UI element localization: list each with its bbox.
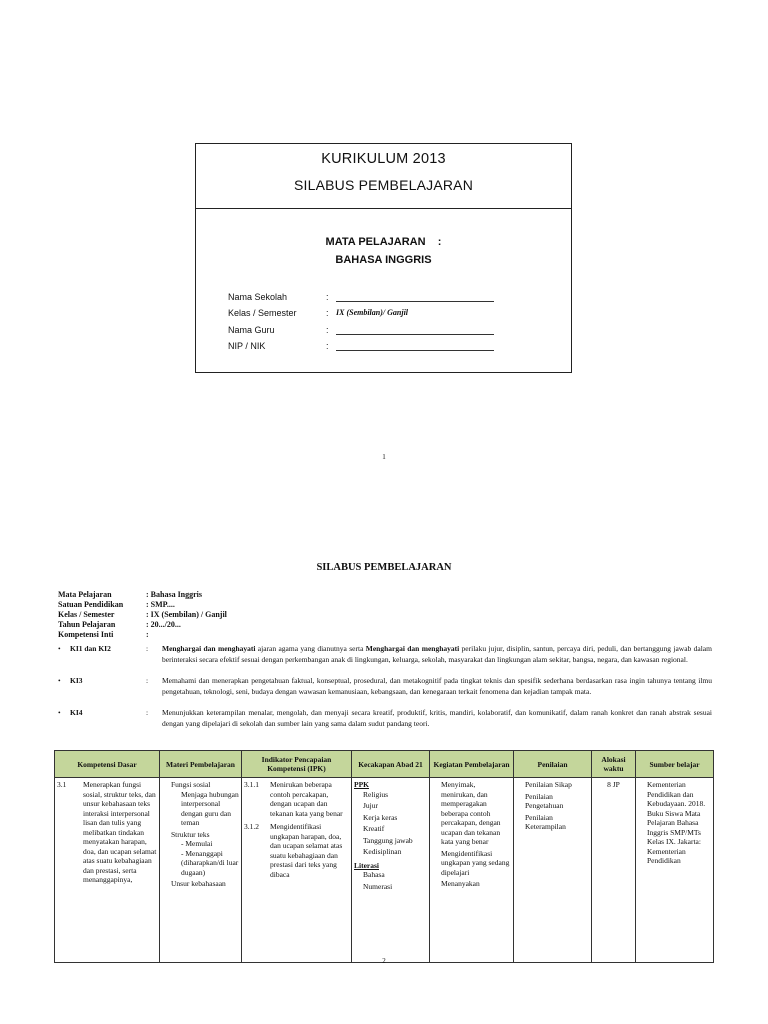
meta-value: : 20.../20... — [146, 620, 181, 629]
cover-subtitle: SILABUS PEMBELAJARAN — [293, 177, 474, 193]
ki-text: Memahami dan menerapkan pengetahuan faktual, konseptual, prosedural, dan metakognitif pada tingkat teknis dan spesifik sederhana berdasarkan rasa ingin tahunya tentang ilmu pengetahuan, teknologi, seni, budaya dengan wawasan kemanusiaan, kebangsaan, dan kenegaraan terkait fenomena dan kejadian tampak mata. — [162, 676, 712, 696]
meta-key: Tahun Pelajaran — [58, 620, 116, 629]
bullet: • — [58, 676, 61, 685]
ppk-item: • Kedisiplinan — [363, 847, 427, 857]
ipk-text: Mengidentifikasi ungkapan harapan, doa, dan ucapan selamat atas suatu kebahagiaan dan prestasi dari teks yang dibaca — [270, 822, 343, 879]
ppk-item: • Tanggung jawab — [363, 836, 427, 846]
materi-item — [171, 830, 239, 878]
ki-text: Menunjukkan keterampilan menalar, mengolah, dan menyaji secara kreatif, produktif, kritis, mandiri, kolaboratif, dan komunikatif, dalam ranah konkret dan ranah abstrak sesuai dengan yang dipelajari di sekolah dan sumber lain yang sama dalam sudut pandang teori. — [162, 708, 712, 728]
blank-line — [336, 301, 494, 302]
ki-row — [58, 676, 711, 706]
field-label: Nama Sekolah — [228, 292, 288, 302]
ki-key: KI1 dan KI2 — [70, 644, 111, 653]
ki-text-bold: Menghargai dan menghayati — [365, 644, 460, 653]
kegiatan-item: • Mengidentifikasi ungkapan yang sedang dipelajari — [441, 849, 511, 878]
ppk-item: • Jujur — [363, 801, 427, 811]
ki-key: KI3 — [70, 676, 83, 685]
header-kegiatan: Kegiatan Pembelajaran — [430, 751, 514, 778]
kegiatan-item: • Menanyakan — [441, 879, 511, 889]
sumber-item: • Kementerian Pendidikan dan Kebudayaan. 2018. Buku Siswa Mata Pelajaran Bahasa Inggris SMP/MTs Kelas IX. Jakarta: Kementerian Pendidikan — [647, 780, 711, 866]
meta-key: Mata Pelajaran — [58, 590, 112, 599]
kd-number: 3.1 — [57, 780, 67, 789]
materi-item — [171, 879, 239, 889]
field-label: Kelas / Semester — [228, 308, 297, 318]
cell-kompetensi-dasar — [55, 778, 160, 963]
meta-key: Kompetensi Inti — [58, 630, 114, 639]
ppk-title: PPK — [354, 780, 369, 789]
penilaian-item: • Penilaian Keterampilan — [525, 813, 589, 832]
literasi-title: Literasi — [354, 860, 379, 870]
cell-ipk — [242, 778, 352, 963]
materi-label: Struktur teks — [171, 829, 210, 839]
ipk-number: 3.1.2 — [244, 822, 259, 831]
table-header-row — [55, 751, 714, 778]
field-colon: : — [326, 325, 329, 335]
field-value: IX (Sembilan)/ Ganjil — [336, 308, 409, 317]
field-label: Nama Guru — [228, 325, 275, 335]
syllabus-table — [54, 750, 714, 963]
bullet: • — [58, 644, 61, 653]
bullet: • — [58, 708, 61, 717]
field-colon: : — [326, 341, 329, 351]
meta-key: Kelas / Semester — [58, 610, 115, 619]
mata-pelajaran-value: BAHASA INGGRIS — [335, 254, 432, 266]
cell-penilaian — [514, 778, 592, 963]
field-colon: : — [326, 308, 329, 318]
cell-kecakapan — [352, 778, 430, 963]
cover-box — [195, 143, 572, 373]
field-colon: : — [326, 292, 329, 302]
meta-value: : SMP.... — [146, 600, 175, 609]
blank-line — [336, 350, 494, 351]
ppk-item: • Religius — [363, 790, 427, 800]
header-alokasi: Alokasi waktu — [592, 751, 636, 778]
ki-row — [58, 708, 711, 730]
table-row — [55, 778, 714, 963]
ipk-number: 3.1.1 — [244, 780, 259, 789]
penilaian-item: • Penilaian Pengetahuan — [525, 792, 589, 811]
cell-sumber — [636, 778, 714, 963]
header-kompetensi-dasar: Kompetensi Dasar — [55, 751, 160, 778]
header-sumber: Sumber belajar — [636, 751, 714, 778]
ki-text-part: ajaran agama yang dianutnya serta — [255, 644, 366, 653]
materi-sub: Menjaga hubungan interpersonal dengan guru dan teman — [181, 789, 239, 827]
ki-text-bold: Menghargai dan menghayati — [162, 644, 256, 653]
header-kecakapan: Kecakapan Abad 21 — [352, 751, 430, 778]
cell-alokasi — [592, 778, 636, 963]
materi-label: Unsur kebahasaan — [171, 879, 226, 888]
cell-kegiatan — [430, 778, 514, 963]
ppk-item: • Kreatif — [363, 824, 427, 834]
cover-header — [196, 144, 571, 209]
meta-value: : IX (Sembilan) / Ganjil — [146, 610, 227, 619]
materi-label: Fungsi sosial — [171, 780, 211, 789]
ki-colon: : — [146, 676, 149, 685]
alokasi-value: 8 JP — [607, 780, 620, 789]
cover-title: KURIKULUM 2013 — [321, 151, 446, 167]
cell-materi — [160, 778, 242, 963]
ppk-item: • Kerja keras — [363, 813, 427, 823]
ipk-text: Menirukan beberapa contoh percakapan, dengan ucapan dan tekanan kata yang benar — [270, 780, 343, 818]
kegiatan-item: • Menyimak, menirukan, dan memperagakan beberapa contoh percakapan, dengan ucapan dan tekanan kata yang benar — [441, 780, 511, 847]
blank-line — [336, 334, 494, 335]
mata-pelajaran-label: MATA PELAJARAN : — [325, 236, 442, 248]
ki-row — [58, 644, 711, 676]
meta-key: Satuan Pendidikan — [58, 600, 124, 609]
meta-value: : Bahasa Inggris — [146, 590, 203, 599]
literasi-item: • Numerasi — [363, 882, 427, 892]
ki-colon: : — [146, 644, 149, 653]
page-number: 2 — [382, 957, 386, 965]
ki-text-part: perilaku jujur, disiplin, santun, percaya diri, peduli, dan bertanggung jawab dalam berinteraksi secara efektif sesuai dengan perkembangan anak di lingkungan, keluarga, sekolah, masyarakat dan lingkungan alam sekitar, bangsa, negara, dan kawasan regional. — [162, 644, 712, 664]
penilaian-item: • Penilaian Sikap — [525, 780, 589, 790]
field-label: NIP / NIK — [228, 341, 266, 351]
meta-value: : — [146, 630, 149, 639]
header-materi: Materi Pembelajaran — [160, 751, 242, 778]
ki-key: KI4 — [70, 708, 83, 717]
header-penilaian: Penilaian — [514, 751, 592, 778]
materi-sub: - Menanggapi (diharapkan/di luar dugaan) — [181, 848, 239, 877]
materi-sub: - Memulai — [181, 839, 213, 848]
literasi-item: • Bahasa — [363, 870, 427, 880]
page-title: SILABUS PEMBELAJARAN — [316, 562, 452, 573]
ki-colon: : — [146, 708, 149, 717]
page-number: 1 — [382, 453, 386, 461]
kd-text: Menerapkan fungsi sosial, struktur teks, dan unsur kebahasaan teks interaksi interpersonal lisan dan tulis yang melibatkan tindakan menyatakan harapan, doa, dan ucapan selamat atas suatu kebahagiaan dan prestasi, serta menanggapinya, — [83, 780, 157, 884]
ki-text — [162, 644, 712, 665]
materi-item — [171, 780, 239, 828]
header-ipk: Indikator Pencapaian Kompetensi (IPK) — [242, 751, 352, 778]
